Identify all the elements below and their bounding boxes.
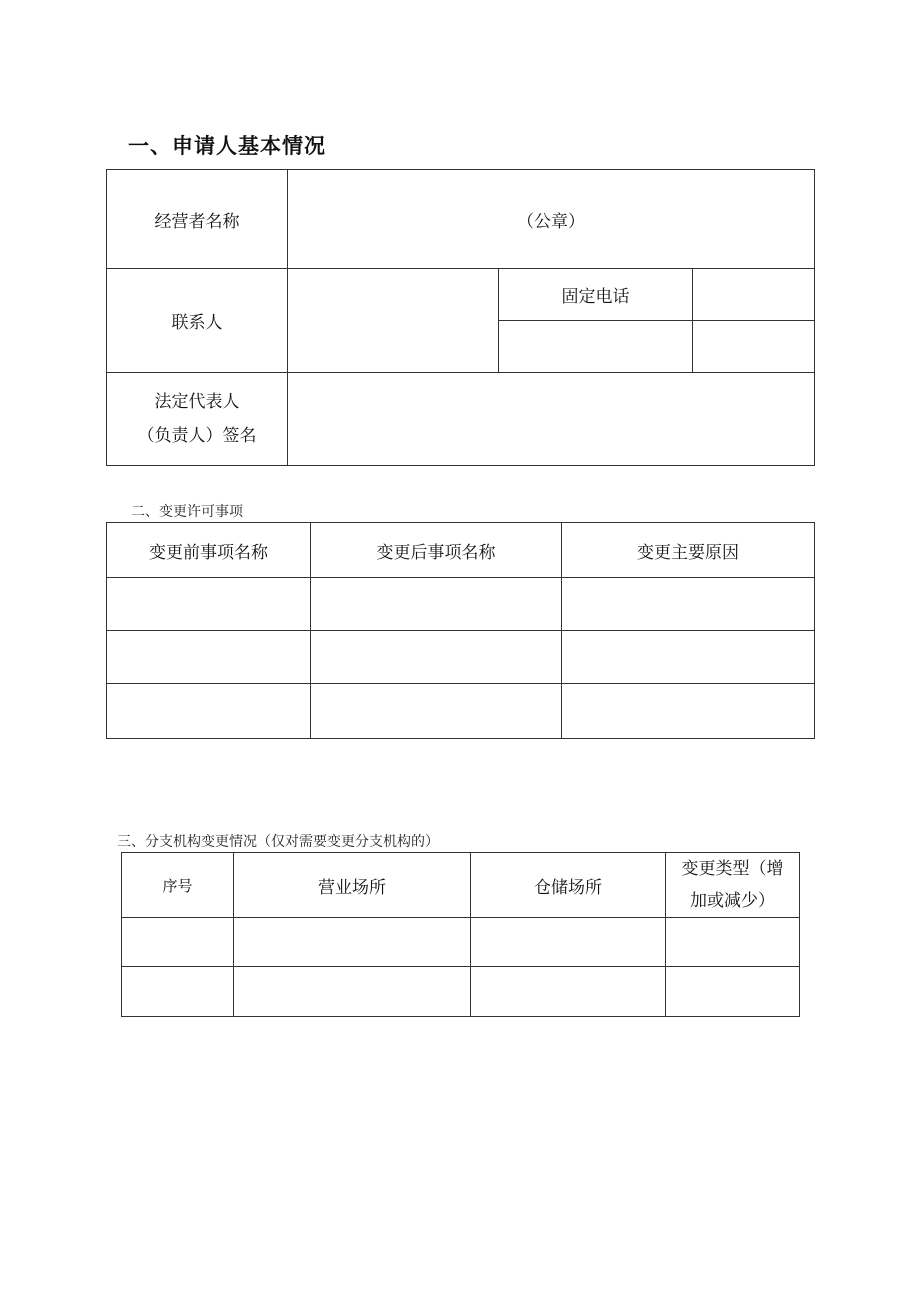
- header-business-premises: 营业场所: [234, 853, 471, 918]
- change-type-line1: 变更类型（增: [681, 859, 784, 879]
- table-row: [122, 918, 800, 967]
- phone-label: 固定电话: [499, 269, 693, 321]
- change-reason-cell[interactable]: [562, 631, 815, 684]
- header-storage-premises: 仓储场所: [471, 853, 666, 918]
- table-row: [107, 684, 815, 739]
- header-serial-number: 序号: [122, 853, 234, 918]
- storage-premises-cell[interactable]: [471, 967, 666, 1017]
- section1-title: 一、申请人基本情况: [128, 134, 326, 158]
- operator-name-field[interactable]: [288, 170, 815, 269]
- after-change-cell[interactable]: [311, 684, 562, 739]
- table-row: [122, 967, 800, 1017]
- change-items-table: [106, 522, 815, 739]
- contact-extra-field[interactable]: [693, 321, 815, 373]
- business-premises-cell[interactable]: [234, 918, 471, 967]
- applicant-info-table: [106, 169, 815, 466]
- header-before-change: 变更前事项名称: [107, 523, 311, 578]
- serial-number-cell[interactable]: [122, 967, 234, 1017]
- phone-field[interactable]: [693, 269, 815, 321]
- serial-number-cell[interactable]: [122, 918, 234, 967]
- change-type-cell[interactable]: [666, 918, 800, 967]
- change-type-cell[interactable]: [666, 967, 800, 1017]
- legal-rep-label: [107, 373, 288, 466]
- section2-title: 二、变更许可事项: [131, 504, 243, 520]
- operator-name-label: 经营者名称: [107, 170, 288, 269]
- before-change-cell[interactable]: [107, 684, 311, 739]
- change-reason-cell[interactable]: [562, 684, 815, 739]
- after-change-cell[interactable]: [311, 631, 562, 684]
- section3-title: 三、分支机构变更情况（仅对需要变更分支机构的）: [117, 834, 439, 850]
- before-change-cell[interactable]: [107, 631, 311, 684]
- contact-label: 联系人: [107, 269, 288, 373]
- table-row: [107, 631, 815, 684]
- after-change-cell[interactable]: [311, 578, 562, 631]
- before-change-cell[interactable]: [107, 578, 311, 631]
- header-change-reason: 变更主要原因: [562, 523, 815, 578]
- header-after-change: 变更后事项名称: [311, 523, 562, 578]
- contact-field[interactable]: [288, 269, 499, 373]
- contact-extra-label-cell[interactable]: [499, 321, 693, 373]
- legal-rep-label-line1: 法定代表人: [154, 392, 240, 412]
- storage-premises-cell[interactable]: [471, 918, 666, 967]
- branch-changes-table: [121, 852, 800, 1017]
- header-change-type: [666, 853, 800, 918]
- legal-rep-label-line2: （负责人）签名: [137, 426, 257, 446]
- table-row: [107, 578, 815, 631]
- change-reason-cell[interactable]: [562, 578, 815, 631]
- business-premises-cell[interactable]: [234, 967, 471, 1017]
- change-type-line2: 加或减少）: [690, 891, 775, 911]
- seal-note: （公章）: [517, 211, 585, 232]
- legal-rep-signature-field[interactable]: [288, 373, 815, 466]
